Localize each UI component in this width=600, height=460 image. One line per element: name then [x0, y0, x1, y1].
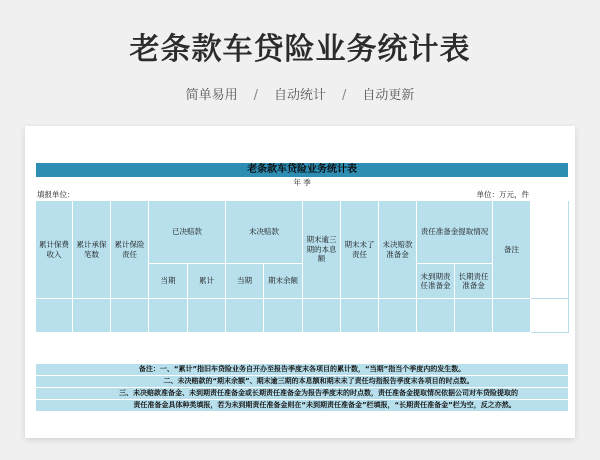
data-cell[interactable] [341, 299, 379, 333]
header-unsettled-claims: 未决赔款 [226, 201, 303, 264]
data-cell[interactable] [36, 333, 73, 364]
data-cell[interactable] [303, 333, 341, 364]
data-cell[interactable] [73, 333, 111, 364]
page-title: 老条款车贷险业务统计表 [129, 32, 471, 67]
header-settled-claims: 已决赔款 [149, 201, 226, 264]
header-liability-reserve-group: 责任准备金提取情况 [417, 201, 493, 264]
data-cell[interactable] [455, 299, 493, 333]
data-cell[interactable] [111, 299, 149, 333]
table-row [36, 333, 569, 364]
header-unsettled-reserve: 未决赔款准备金 [379, 201, 417, 299]
data-cell[interactable] [188, 299, 226, 333]
data-cell[interactable] [264, 333, 303, 364]
header-current-period-2: 当期 [226, 264, 264, 299]
note-line-2: 二、未决赔款的“期末余额”、期末逾三期的本息额和期末未了责任均指报告季度末各项目的时点数。 [36, 376, 569, 388]
header-cumulative-premium: 累计保费收入 [36, 201, 73, 299]
data-cell[interactable] [379, 333, 417, 364]
fill-unit-label: 填报单位： [36, 189, 455, 201]
data-cell[interactable] [149, 299, 188, 333]
data-cell[interactable] [379, 299, 417, 333]
data-cell[interactable] [531, 299, 569, 333]
data-cell[interactable] [493, 333, 531, 364]
header-cumulative: 累计 [188, 264, 226, 299]
data-cell[interactable] [36, 299, 73, 333]
data-cell[interactable] [188, 333, 226, 364]
header-cumulative-policies: 累计承保笔数 [73, 201, 111, 299]
empty-cell[interactable] [531, 189, 569, 201]
tag-separator: / [253, 88, 258, 103]
header-overdue-3-interest: 期末逾三期的本息额 [303, 201, 341, 299]
header-not-expired-liability: 期末未了责任 [341, 201, 379, 299]
statistics-table [35, 162, 569, 412]
header-long-term-reserve: 长期责任准备金 [455, 264, 493, 299]
data-cell[interactable] [111, 333, 149, 364]
season-label: 年 季 [36, 178, 569, 189]
note-line-3: 三、未决赔款准备金、未到期责任准备金或长期责任准备金为报告季度末的时点数，责任准备金提取情况依据公司对车贷险提取的 [36, 388, 569, 400]
feature-tags [0, 84, 600, 103]
data-cell[interactable] [417, 299, 455, 333]
data-cell[interactable] [493, 299, 531, 333]
data-cell[interactable] [455, 333, 493, 364]
tag-auto-statistics: 自动统计 [273, 88, 326, 103]
unit-label: 单位：万元，件 [455, 189, 531, 201]
data-cell[interactable] [149, 333, 188, 364]
header-period-end-balance: 期末余额 [264, 264, 303, 299]
data-cell[interactable] [264, 299, 303, 333]
header-unexpired-reserve: 未到期责任准备金 [417, 264, 455, 299]
spreadsheet-preview [25, 126, 575, 438]
data-cell[interactable] [73, 299, 111, 333]
empty-cell[interactable] [531, 201, 569, 299]
data-cell[interactable] [417, 333, 455, 364]
header-remarks: 备注 [493, 201, 531, 299]
data-cell[interactable] [226, 299, 264, 333]
data-cell[interactable] [303, 299, 341, 333]
tag-easy-to-use: 简单易用 [185, 88, 238, 103]
note-line-1: 备注：一、“累计”指旧车贷险业务自开办至报告季度末各项目的累计数，“当期”指当个季度内的发生数。 [36, 364, 569, 376]
data-cell[interactable] [531, 333, 569, 364]
tag-auto-update: 自动更新 [362, 88, 415, 103]
data-cell[interactable] [341, 333, 379, 364]
data-cell[interactable] [226, 333, 264, 364]
table-title: 老条款车贷险业务统计表 [36, 163, 569, 178]
note-line-4: 责任准备金具体种类填报，若为未到期责任准备金则在“未到期责任准备金”栏填报，“长期责任准备金”栏为空，反之亦然。 [36, 400, 569, 412]
table-row [36, 299, 569, 333]
header-cumulative-liability: 累计保险责任 [111, 201, 149, 299]
header-current-period: 当期 [149, 264, 188, 299]
tag-separator: / [342, 88, 347, 103]
